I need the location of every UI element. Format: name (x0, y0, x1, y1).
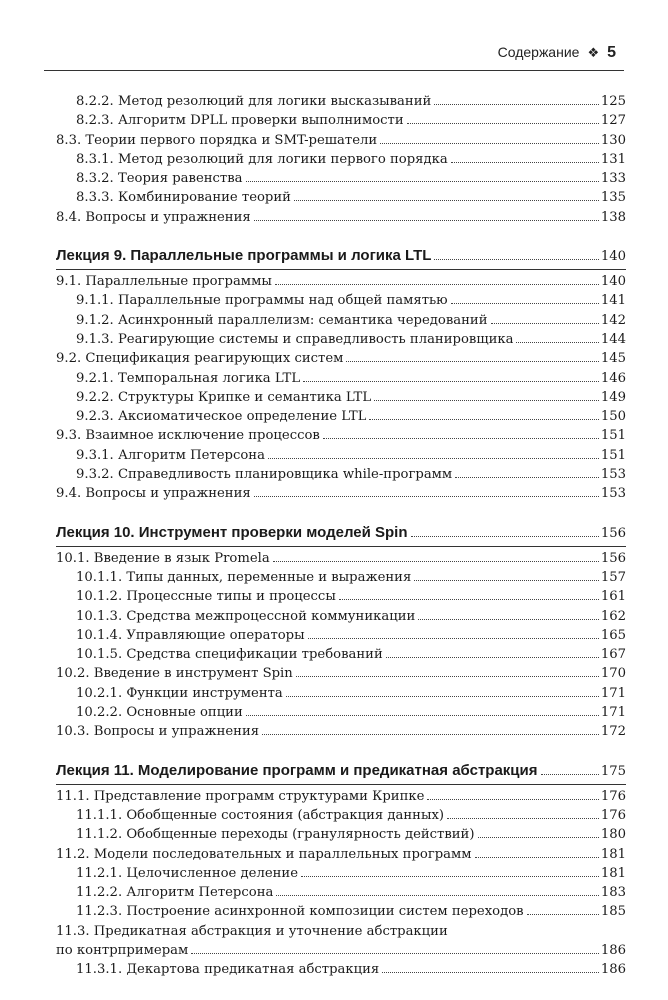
toc-entry-subsection[interactable] (56, 150, 626, 169)
toc-entry-subsection[interactable] (56, 626, 626, 645)
toc-entry-page: 167 (600, 647, 626, 663)
toc-entry-section[interactable] (56, 664, 626, 683)
toc-entry-section[interactable] (56, 484, 626, 503)
toc-entry-section[interactable] (56, 131, 626, 150)
toc-entry-title: Лекция 11. Моделирование программ и предикатная абстракция (56, 761, 538, 779)
toc-entry-title: 9.3.1. Алгоритм Петерсона (76, 447, 265, 463)
toc-entry-page: 165 (600, 627, 626, 643)
toc-entry-subsection[interactable] (56, 883, 626, 902)
toc-entry-page: 144 (600, 331, 626, 347)
toc-entry-title: 10.1.1. Типы данных, переменные и выражения (76, 569, 412, 585)
toc-entry-section[interactable] (56, 549, 626, 568)
toc-entry-subsection[interactable] (56, 311, 626, 330)
toc-entry-page: 172 (600, 724, 626, 740)
leader-dots (451, 303, 599, 304)
toc-entry-subsection[interactable] (56, 806, 626, 825)
leader-dots (303, 381, 599, 382)
toc-entry-title: 8.3.3. Комбинирование теорий (76, 190, 291, 206)
toc-entry-title: 10.2.2. Основные опции (76, 705, 243, 721)
toc-entry-page: 127 (600, 113, 626, 129)
toc-entry-title: 9.1.2. Асинхронный параллелизм: семантика чередований (76, 312, 488, 328)
toc-entry-subsection[interactable] (56, 902, 626, 921)
leader-dots (262, 734, 599, 735)
toc-entry-page: 153 (600, 486, 626, 502)
leader-dots (296, 676, 599, 677)
leader-dots (418, 619, 599, 620)
leader-dots (451, 162, 599, 163)
toc-entry-title: 11.1.2. Обобщенные переходы (гранулярность действий) (76, 827, 475, 843)
toc-entry-title: 10.2.1. Функции инструмента (76, 685, 283, 701)
toc-entry-subsection[interactable] (56, 465, 626, 484)
header-rule (44, 70, 624, 71)
toc-entry-title-line1: 11.3. Предикатная абстракция и уточнение абстракции (56, 923, 448, 939)
toc-entry-subsection[interactable] (56, 684, 626, 703)
toc-entry-page: 140 (600, 249, 626, 265)
toc-entry-subsection[interactable] (56, 188, 626, 207)
toc-entry-title: 10.2. Введение в инструмент Spin (56, 666, 293, 682)
toc-entry-section[interactable] (56, 787, 626, 806)
page-number: 5 (607, 44, 616, 61)
leader-dots (374, 400, 599, 401)
toc-entry-lecture[interactable] (56, 245, 626, 270)
toc-entry-page: 156 (600, 525, 626, 541)
leader-dots (447, 818, 599, 819)
toc-entry-title: 9.3. Взаимное исключение процессов (56, 428, 320, 444)
leader-dots (339, 599, 599, 600)
toc-entry-page: 125 (600, 94, 626, 109)
leader-dots (386, 657, 599, 658)
toc-entry-page: 141 (600, 293, 626, 309)
toc-entry-page: 171 (600, 705, 626, 721)
toc-entry-subsection[interactable] (56, 703, 626, 722)
leader-dots (323, 438, 599, 439)
toc-entry-page: 135 (600, 190, 626, 206)
toc-entry-title: 9.2.3. Аксиоматическое определение LTL (76, 409, 367, 425)
toc-entry-page: 186 (600, 962, 626, 978)
toc-entry-page: 130 (600, 132, 626, 148)
toc-entry-subsection[interactable] (56, 407, 626, 426)
toc-entry-page: 153 (600, 467, 626, 483)
toc-entry-subsection[interactable] (56, 111, 626, 130)
toc-entry-page: 161 (600, 589, 626, 605)
leader-dots (268, 458, 599, 459)
running-head (498, 44, 616, 62)
leader-dots (516, 342, 598, 343)
toc-entry-lecture[interactable] (56, 522, 626, 547)
toc-entry-subsection[interactable] (56, 169, 626, 188)
leader-dots (369, 419, 598, 420)
leader-dots (541, 774, 599, 775)
leader-dots (427, 799, 598, 800)
toc-entry-title: 8.4. Вопросы и упражнения (56, 209, 251, 225)
toc-entry-page: 140 (600, 274, 626, 290)
toc-entry-page: 142 (600, 312, 626, 328)
leader-dots (434, 259, 598, 260)
toc-entry-page: 156 (600, 550, 626, 566)
leader-dots (407, 123, 599, 124)
leader-dots (380, 143, 599, 144)
toc-entry-title: 8.3.1. Метод резолюций для логики первого порядка (76, 151, 448, 167)
toc-entry-title: 10.1.3. Средства межпроцессной коммуникации (76, 608, 416, 624)
toc-entry-title: 11.2.3. Построение асинхронной композиции систем переходов (76, 904, 524, 920)
toc-entry-page: 185 (600, 904, 626, 920)
toc-entry-page: 180 (600, 827, 626, 843)
leader-dots (294, 200, 599, 201)
toc-entry-subsection[interactable] (56, 960, 626, 979)
toc-entry-title: 9.1.3. Реагирующие системы и справедливость планировщика (76, 331, 514, 347)
leader-dots (382, 972, 599, 973)
toc-entry-title: 9.4. Вопросы и упражнения (56, 486, 251, 502)
toc-entry-title: 9.3.2. Справедливость планировщика while-программ (76, 467, 453, 483)
leader-dots (276, 895, 598, 896)
toc-entry-section[interactable] (56, 426, 626, 445)
toc-entry-section[interactable] (56, 941, 626, 960)
leader-dots (246, 715, 599, 716)
toc-entry-subsection[interactable] (56, 587, 626, 606)
toc-entry-title: 9.2.2. Структуры Крипке и семантика LTL (76, 389, 372, 405)
running-head-title: Содержание (497, 44, 580, 60)
toc-entry-title: 8.3.2. Теория равенства (76, 171, 243, 187)
toc-entry-subsection[interactable] (56, 568, 626, 587)
leader-dots (246, 181, 599, 182)
toc-entry-subsection[interactable] (56, 825, 626, 844)
toc-entry-page: 176 (600, 807, 626, 823)
toc-entry-title: 9.1. Параллельные программы (56, 274, 272, 290)
toc-entry-title: 10.3. Вопросы и упражнения (56, 724, 260, 740)
toc-entry-page: 133 (600, 171, 626, 187)
toc-entry-subsection[interactable] (56, 369, 626, 388)
leader-dots (273, 561, 599, 562)
toc-entry-title: 11.2.2. Алгоритм Петерсона (76, 885, 274, 901)
toc-entry-page: 176 (600, 788, 626, 804)
toc-entry-title: 10.1.2. Процессные типы и процессы (76, 589, 336, 605)
table-of-contents (56, 92, 626, 980)
leader-dots (275, 284, 599, 285)
leader-dots (475, 857, 599, 858)
toc-entry-title: 9.1.1. Параллельные программы над общей памятью (76, 293, 448, 309)
toc-entry-title: 9.2.1. Темпоральная логика LTL (76, 370, 301, 386)
toc-entry-subsection[interactable] (56, 92, 626, 111)
toc-entry-section[interactable] (56, 845, 626, 864)
leader-dots (434, 104, 599, 105)
toc-entry-title: 11.1. Представление программ структурами Крипке (56, 788, 425, 804)
toc-entry-title: Лекция 10. Инструмент проверки моделей Spin (56, 523, 408, 541)
toc-entry-title: 10.1.4. Управляющие операторы (76, 627, 305, 643)
toc-entry-page: 170 (600, 666, 626, 682)
toc-entry-page: 183 (600, 885, 626, 901)
leader-dots (455, 477, 599, 478)
toc-entry-lecture[interactable] (56, 760, 626, 785)
toc-entry-title: 11.2. Модели последовательных и параллельных программ (56, 846, 472, 862)
toc-entry-subsection[interactable] (56, 645, 626, 664)
leader-dots (346, 361, 598, 362)
toc-entry-section[interactable] (56, 208, 626, 227)
toc-entry-title: 11.3.1. Декартова предикатная абстракция (76, 962, 380, 978)
toc-entry-subsection[interactable] (56, 864, 626, 883)
toc-entry-title: 8.2.2. Метод резолюций для логики высказываний (76, 94, 432, 109)
toc-entry-page: 162 (600, 608, 626, 624)
toc-entry-section[interactable] (56, 349, 626, 368)
toc-entry-page: 131 (600, 151, 626, 167)
toc-entry-title: по контрпримерам (56, 942, 189, 958)
toc-entry-page: 186 (600, 942, 626, 958)
toc-entry-page: 157 (600, 569, 626, 585)
leader-dots (254, 496, 599, 497)
toc-entry-page: 181 (600, 846, 626, 862)
leader-dots (286, 696, 599, 697)
toc-entry-section[interactable] (56, 722, 626, 741)
toc-entry-page: 151 (600, 447, 626, 463)
toc-entry-title: 11.2.1. Целочисленное деление (76, 865, 299, 881)
toc-entry-title: 8.3. Теории первого порядка и SMT-решатели (56, 132, 378, 148)
toc-entry-section[interactable] (56, 272, 626, 291)
leader-dots (308, 638, 599, 639)
toc-entry-title: Лекция 9. Параллельные программы и логика LTL (56, 247, 432, 265)
leader-dots (254, 220, 599, 221)
leader-dots (301, 876, 599, 877)
toc-entry-page: 171 (600, 685, 626, 701)
leader-dots (491, 323, 599, 324)
toc-entry-subsection[interactable] (56, 607, 626, 626)
toc-entry-title: 10.1. Введение в язык Promela (56, 550, 270, 566)
toc-entry-subsection[interactable] (56, 330, 626, 349)
toc-entry-subsection[interactable] (56, 446, 626, 465)
toc-entry-page: 138 (600, 209, 626, 225)
toc-entry-page: 145 (600, 351, 626, 367)
leader-dots (478, 837, 599, 838)
toc-entry-subsection[interactable] (56, 388, 626, 407)
toc-entry-title: 8.2.3. Алгоритм DPLL проверки выполнимости (76, 113, 404, 129)
toc-entry-page: 149 (600, 389, 626, 405)
toc-entry-page: 181 (600, 865, 626, 881)
leader-dots (414, 580, 599, 581)
diamond-ornament-icon: ❖ (587, 45, 600, 60)
leader-dots (527, 914, 599, 915)
toc-entry-page: 150 (600, 409, 626, 425)
toc-entry-page: 151 (600, 428, 626, 444)
toc-entry-title: 9.2. Спецификация реагирующих систем (56, 351, 344, 367)
toc-entry-page: 175 (600, 763, 626, 779)
toc-entry-title: 10.1.5. Средства спецификации требований (76, 647, 383, 663)
toc-entry-subsection[interactable] (56, 291, 626, 310)
toc-entry-page: 146 (600, 370, 626, 386)
toc-entry-title: 11.1.1. Обобщенные состояния (абстракция данных) (76, 807, 445, 823)
leader-dots (411, 536, 599, 537)
leader-dots (191, 953, 599, 954)
